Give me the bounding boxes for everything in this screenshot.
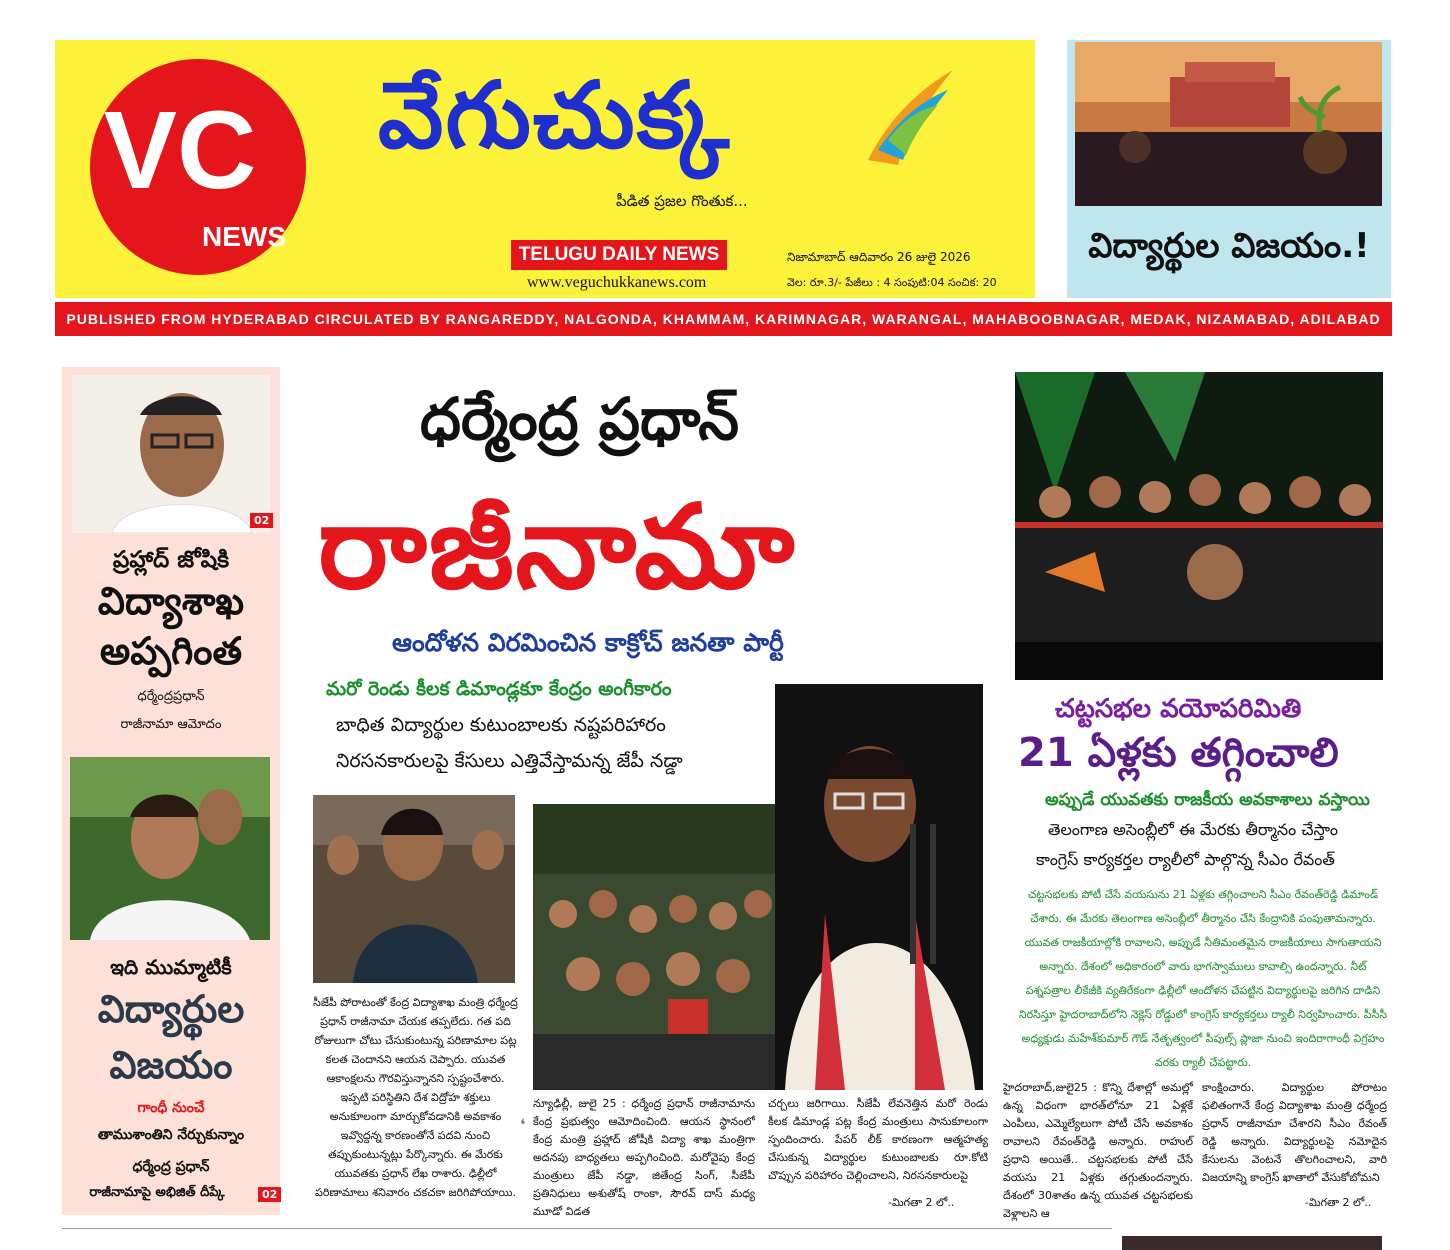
next-photo-strip <box>1122 1236 1382 1250</box>
promo-parliament-photo <box>1075 42 1382 206</box>
story1-sub1: ధర్మేంద్రప్రధాన్ <box>137 689 205 704</box>
svg-text:NEWS: NEWS <box>202 221 286 252</box>
left-sidebar <box>62 367 280 1215</box>
vc-news-logo <box>62 56 334 278</box>
dateline: నిజామాబాద్ ఆదివారం 26 జులై 2026 <box>787 250 971 264</box>
main-bullet-3: నిరసనకారులపై కేసులు ఎత్తివేస్తామన్న జేపీ నడ్డా <box>336 750 683 772</box>
story1-line1: ప్రహ్లాద్ జోషికి <box>112 547 230 573</box>
website-link[interactable]: www.veguchukkanews.com <box>527 274 707 291</box>
congress-rally-photo <box>1015 372 1383 680</box>
story2-line1: ఇది ముమ్మాటికీ <box>110 955 232 979</box>
right-body-col2: కాంక్షించారు. విద్యార్థుల పోరాటం ఫలితంగానే కేంద్ర విద్యాశాఖ మంత్రి ధర్మేంద్ర ప్రధాన్ రాజీనామా చేశారని సీఎం రేవంత్ రెడ్డి అన్నారు. విద్యార్థులపై నమోదైన కేసులను వెంటనే తొలగించాలని, వారి విజయాన్ని కాంగ్రెస్ ఖాతాలో వేసుకోబోమని <box>1202 1081 1387 1184</box>
right-bullet-1: అప్పుడే యువతకు రాజకీయ అవకాశాలు వస్తాయి <box>1045 790 1370 810</box>
publication-bar: PUBLISHED FROM HYDERABAD CIRCULATED BY RANGAREDDY, NALGONDA, KHAMMAM, KARIMNAGAR, WARANGAL, MAHABOOBNAGAR, MEDAK, NIZAMABAD, ADILABAD <box>55 302 1392 336</box>
main-headline: రాజీనామా <box>318 480 797 615</box>
paper-name: వేగుచుక్క <box>378 62 732 169</box>
promo-caption: విద్యార్థుల విజయం.! <box>1088 226 1370 266</box>
right-bullet-2: తెలంగాణ అసెంబ్లీలో ఈ మేరకు తీర్మానం చేస్తాం <box>1048 820 1338 839</box>
bottom-divider <box>62 1228 1112 1229</box>
main-body-col2: చర్చలు జరిగాయి. సీజేపీ లేవనెత్తిన మరో రెండు కీలక డిమాండ్ల పట్ల కేంద్ర మంత్రులు సానుకూలంగా స్పందించారు. పేపర్ లీక్ కారణంగా ఆత్మహత్య చేసుకున్న విద్యార్థుల కుటుంబాలకు రూ.కోటి చొప్పున పరిహారం చెల్లించాలని, నిరసనకారులపై <box>768 1097 988 1182</box>
crowd-protest-photo <box>533 804 775 1090</box>
dharmendra-pradhan-photo <box>775 684 983 1090</box>
right-green-body: చట్టసభలకు పోటీ చేసే వయసును 21 ఏళ్లకు తగ్గించాలని సీఎం రేవంత్‌రెడ్డి డిమాండ్ చేశారు. ఈ మేరకు తెలంగాణ అసెంబ్లీలో తీర్మానం చేసి కేంద్రానికి పంపుతామన్నారు. యువత రాజకీయాల్లోకి రావాలని, అప్పుడే నీతిమంతమైన రాజకీయాలు సాగుతాయని అన్నారు. దేశంలో అధికారంలో వారు భాగస్వాములు కావాల్సి ఉందన్నారు. నీట్ పశ్నపత్రాల లీకేజీకి వ్యతిరేకంగా ఢిల్లీలో ఆందోళన చేపట్టిన విద్యార్థులపై జరిగిన దాడిని నిరసిస్తూ హైదరాబాద్‌లోని నెక్లెస్ రోడ్డులో కాంగ్రెస్ కార్యకర్తలు ర్యాలీ నిర్వహించారు. పీసీసీ అధ్యక్షుడు మహేశ్‌కుమార్ గౌడ్ నేతృత్వంలో పీపుల్స్ ప్లాజా నుంచి ఇందిరాగాంధీ విగ్రహం వరకు ర్యాలీ చేపట్టారు. <box>1018 888 1388 1069</box>
abhijit-dipke-photo <box>70 757 270 940</box>
tagline: పీడిత ప్రజల గొంతుక... <box>616 192 748 210</box>
story2-line3: విజయం <box>109 1043 233 1087</box>
story2-sub2: తాముశాంతిని నేర్చుకున్నాం <box>97 1127 245 1143</box>
story1-line2: విద్యాశాఖ <box>97 579 245 623</box>
right-kicker: చట్టసభల వయోపరిమితి <box>1055 694 1302 724</box>
main-bullet-1: మరో రెండు కీలక డిమాండ్లకూ కేంద్రం అంగీకారం <box>326 678 672 700</box>
right-headline: 21 ఏళ్లకు తగ్గించాలి <box>1018 730 1339 776</box>
daily-news-badge: TELUGU DAILY NEWS <box>511 240 727 270</box>
quote-icon: ❛ <box>520 1115 526 1134</box>
right-bullet-3: కాంగ్రెస్ కార్యకర్తల ర్యాలీలో పాల్గొన్న సీఎం రేవంత్ <box>1036 850 1335 869</box>
story1-sub2: రాజీనామా ఆమోదం <box>120 717 222 732</box>
story1-line3: అప్పగింత <box>99 629 243 673</box>
pralhad-joshi-photo <box>72 375 270 533</box>
protest-leader-photo <box>313 795 515 983</box>
story2-sub4: రాజీనామాపై అభిజిత్ దీప్కే <box>89 1185 225 1200</box>
price-line: వెల: రూ.3/- పేజీలు : 4 సంపుటి:04 సంచిక: 20 <box>787 276 997 289</box>
main-continued: -మిగతా 2 లో.. <box>888 1196 955 1209</box>
page-badge-2: 02 <box>258 1187 281 1202</box>
right-continued: -మిగతా 2 లో.. <box>1305 1196 1372 1209</box>
main-body-col1: న్యూఢిల్లీ, జులై 25 : ధర్మేంద్ర ప్రధాన్ రాజీనామాను కేంద్ర ప్రభుత్వం ఆమోదించింది. ఆయన స్థానంలో కేంద్ర మంత్రి ప్రహ్లాద్ జోషీకి విద్యా శాఖ మంత్రిగా అదనపు బాధ్యతలు అప్పగించింది. మరోవైపు కేంద్ర మంత్రులు జేపీ నడ్డా, జితేంద్ర సింగ్, సీజేపీ ప్రతినిధులు అశుతోష్ రాంకా, సౌరవ్ దాస్ మధ్య మూడో విడత <box>533 1097 755 1218</box>
left-photo-caption: సీజేపీ పోరాటంతో కేంద్ర విద్యాశాఖ మంత్రి ధర్మేంద్ర ప్రధాన్ రాజీనామా చేయక తప్పలేదు. గత పది రోజులుగా చోటు చేసుకుంటున్న పరిణామాల పట్ల కలత చెందానని ఆయన చెప్పారు. యువత ఆకాంక్షలను గౌరవిస్తున్నానని స్పష్టంచేశారు. ఇప్పటి పరిస్థితిని దేశ విద్రోహ శక్తులు అనుకూలంగా మార్చుకోవడానికి అవకాశం ఇవ్వొద్దన్న కారణంతోనే పదవి నుంచి తప్పుకుంటున్నట్లు పేర్కొన్నారు. ఈ మేరకు యువతకు ప్రధాన్ లేఖ రాశారు. ఢిల్లీలో పరిణామాలు శనివారం చకచకా జరిగిపోయాయి. <box>313 996 518 1199</box>
page-badge-1: 02 <box>250 513 273 528</box>
svg-text:VC: VC <box>103 89 257 212</box>
main-subheadline: ఆందోళన విరమించిన కాక్రోచ్ జనతా పార్టీ <box>392 628 784 657</box>
story2-sub3: ధర్మేంద్ర ప్రధాన్ <box>132 1159 210 1175</box>
main-kicker: ధర్మేంద్ర ప్రధాన్ <box>420 385 739 453</box>
story2-line2: విద్యార్థుల <box>97 987 245 1031</box>
main-bullet-2: బాధిత విద్యార్థుల కుటుంబాలకు నష్టపరిహారం <box>336 714 666 736</box>
right-body-col1: హైదరాబాద్,జులై25 : కొన్ని దేశాల్లో అమల్లో ఉన్న విధంగా భారత్‌లోనూ 21 ఏళ్లకే ఎంపీలు, ఎమ్మెల్యేలుగా పోటీ చేసే అవకాశం రావాలని రేవంత్‌రెడ్డి అన్నారు. రాహుల్ ప్రధాని అయితే.. చట్టసభలకు పోటీ చేసే వయసు 21 ఏళ్లకు తగ్గుతుందన్నారు. దేశంలో 30శాతం ఉన్న యువత చట్టసభలకు వెళ్లాలని ఆ <box>1003 1081 1193 1220</box>
story2-sub1: గాంధీ నుంచే <box>137 1100 205 1116</box>
bird-logo-icon <box>858 60 958 170</box>
